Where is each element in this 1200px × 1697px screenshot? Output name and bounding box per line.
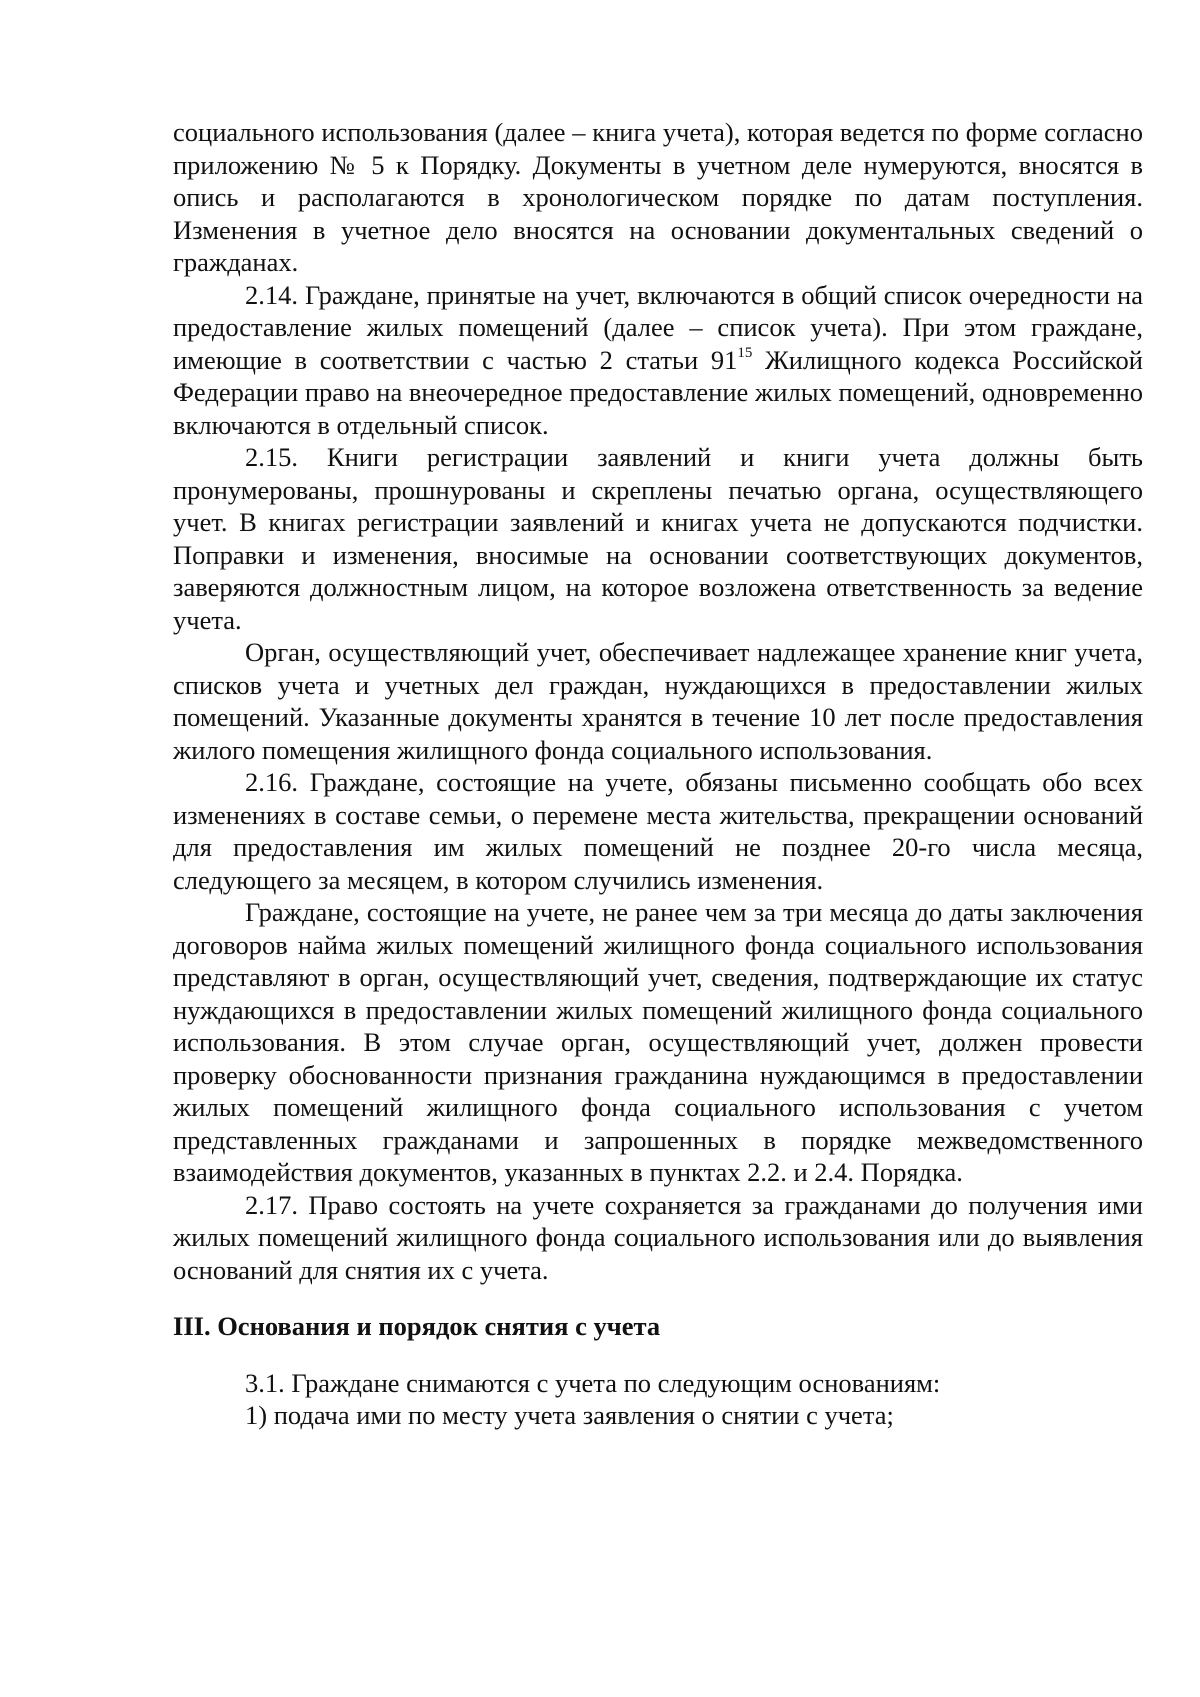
- paragraph-2-16: 2.16. Граждане, состоящие на учете, обязаны письменно сообщать обо всех изменениях в составе семьи, о перемене места жительства, прекращении оснований для предоставления им жилых помещений не позднее 20-го числа месяца, следующего за месяцем, в котором случились изменения.: [173, 767, 1143, 895]
- paragraph-2-17: 2.17. Право состоять на учете сохраняется за гражданами до получения ими жилых помещений жилищного фонда социального использования или до выявления оснований для снятия их с учета.: [173, 1189, 1143, 1285]
- footnote-reference-15[interactable]: 15: [737, 344, 753, 361]
- paragraph-2-14: [173, 279, 1143, 442]
- paragraph-storage: Орган, осуществляющий учет, обеспечивает надлежащее хранение книг учета, списков учета и учетных дел граждан, нуждающихся в предоставлении жилых помещений. Указанные документы хранятся в течение 10 лет после предоставления жилого помещения жилищного фонда социального использования.: [173, 637, 1143, 765]
- paragraph-book-of-records: социального использования (далее – книга учета), которая ведется по форме согласно приложению № 5 к Порядку. Документы в учетном деле нумеруются, вносятся в опись и располагаются в хронологическом порядке по датам поступления. Изменения в учетное дело вносятся на основании документальных сведений о гражданах.: [173, 117, 1143, 277]
- document-body: [173, 116, 1143, 1432]
- paragraph-2-14-text-end: Жилищного кодекса Российской Федерации право на внеочередное предоставление жилых помещений, одновременно включаются в отдельный список.: [173, 344, 1143, 440]
- paragraph-2-15: 2.15. Книги регистрации заявлений и книги учета должны быть пронумерованы, прошнурованы и скреплены печатью органа, осуществляющего учет. В книгах регистрации заявлений и книгах учета не допускаются подчистки. Поправки и изменения, вносимые на основании соответствующих документов, заверяются должностным лицом, на которое возложена ответственность за ведение учета.: [173, 442, 1143, 635]
- item-3-1: 3.1. Граждане снимаются с учета по следующим основаниям:: [245, 1367, 941, 1398]
- section-heading-iii: III. Основания и порядок снятия с учета: [173, 1311, 661, 1341]
- item-3-1-1: 1) подача ими по месту учета заявления о снятии с учета;: [245, 1400, 894, 1430]
- paragraph-status-confirmation: Граждане, состоящие на учете, не ранее чем за три месяца до даты заключения договоров найма жилых помещений жилищного фонда социального использования представляют в орган, осуществляющий учет, сведения, подтверждающие их статус нуждающихся в предоставлении жилых помещений жилищного фонда социального использования. В этом случае орган, осуществляющий учет, должен провести проверку обоснованности признания гражданина нуждающимся в предоставлении жилых помещений жилищного фонда социального использования с учетом представленных гражданами и запрошенных в порядке межведомственного взаимодействия документов, указанных в пунктах 2.2. и 2.4. Порядка.: [173, 897, 1143, 1187]
- paragraph-2-14-text-start: 2.14. Граждане, принятые на учет, включаются в общий список очередности на предоставление жилых помещений (далее – список учета). При этом граждане, имеющие в соответствии с частью 2 статьи 91: [173, 279, 1143, 375]
